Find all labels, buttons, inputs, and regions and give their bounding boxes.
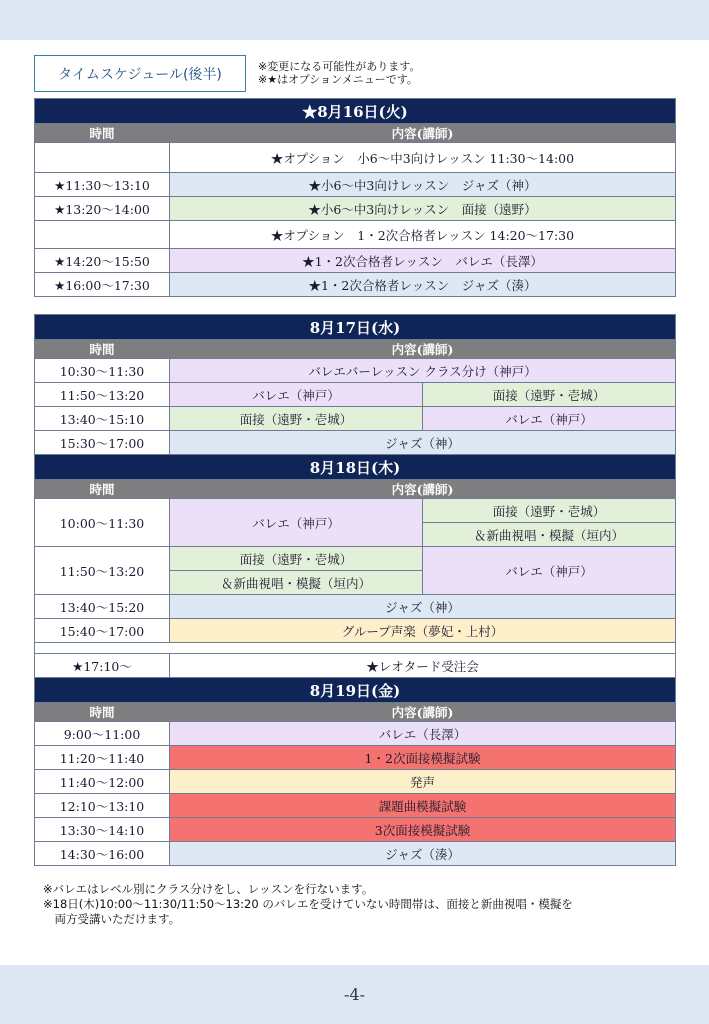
time-cell: 11:20〜11:40 [35, 746, 170, 770]
time-cell [35, 221, 170, 249]
table-row [35, 595, 676, 619]
time-cell: ★16:00〜17:30 [35, 273, 170, 297]
time-cell: 11:50〜13:20 [35, 383, 170, 407]
day-title-aug16: ★8月16日(火) [35, 99, 676, 124]
content-cell: ジャズ（神） [170, 595, 676, 619]
footnote-ballet: ※バレエはレベル別にクラス分けをし、レッスンを行ないます。 [43, 882, 374, 896]
content-cell: 面接（遠野・壱城） [170, 547, 423, 571]
col-content-header: 内容(講師) [170, 124, 676, 143]
col-content-header: 内容(講師) [170, 703, 676, 722]
table-row [35, 499, 676, 523]
content-cell: ジャズ（湊） [170, 842, 676, 866]
content-cell: 面接（遠野・壱城） [423, 383, 676, 407]
day-title-aug18: 8月18日(木) [35, 455, 676, 480]
content-cell: ★オプション 小6〜中3向けレッスン 11:30〜14:00 [170, 143, 676, 173]
time-cell: ★13:20〜14:00 [35, 197, 170, 221]
time-cell: ★11:30〜13:10 [35, 173, 170, 197]
note-option: ※★はオプションメニューです。 [258, 73, 418, 86]
content-cell: バレエ（神戸） [423, 407, 676, 431]
content-cell: バレエバーレッスン クラス分け（神戸） [170, 359, 676, 383]
table-row [35, 431, 676, 455]
content-cell: ★小6〜中3向けレッスン 面接（遠野） [170, 197, 676, 221]
content-cell: 面接（遠野・壱城） [170, 407, 423, 431]
footnote-aug18-cont: 両方受講いただけます。 [43, 912, 181, 926]
time-cell: 10:30〜11:30 [35, 359, 170, 383]
content-cell: 発声 [170, 770, 676, 794]
time-cell: 15:30〜17:00 [35, 431, 170, 455]
table-row [35, 197, 676, 221]
content-cell: ★1・2次合格者レッスン バレエ（長澤） [170, 249, 676, 273]
table-row [35, 249, 676, 273]
schedule-title: タイムスケジュール(後半) [34, 55, 246, 92]
table-row [35, 746, 676, 770]
top-band [0, 0, 709, 40]
content-cell: ★1・2次合格者レッスン ジャズ（湊） [170, 273, 676, 297]
time-cell: 13:30〜14:10 [35, 818, 170, 842]
content-cell: バレエ（神戸） [170, 499, 423, 547]
table-row [35, 383, 676, 407]
time-cell: 14:30〜16:00 [35, 842, 170, 866]
footnote-aug18: ※18日(木)10:00〜11:30/11:50〜13:20 のバレエを受けていない時間帯は、面接と新曲視唱・模擬を [43, 897, 573, 911]
table-row [35, 547, 676, 571]
content-cell: 1・2次面接模擬試験 [170, 746, 676, 770]
schedule-table-aug17-19 [34, 314, 676, 866]
time-cell: 15:40〜17:00 [35, 619, 170, 643]
table-row [35, 221, 676, 249]
table-row [35, 143, 676, 173]
col-content-header: 内容(講師) [170, 480, 676, 499]
content-cell: ＆新曲視唱・模擬（垣内） [170, 571, 423, 595]
time-cell [35, 143, 170, 173]
content-cell: ★小6〜中3向けレッスン ジャズ（神） [170, 173, 676, 197]
content-cell: ★オプション 1・2次合格者レッスン 14:20〜17:30 [170, 221, 676, 249]
time-cell: 12:10〜13:10 [35, 794, 170, 818]
spacer-row [35, 643, 676, 654]
time-cell: ★14:20〜15:50 [35, 249, 170, 273]
table-row [35, 722, 676, 746]
content-cell: ジャズ（神） [170, 431, 676, 455]
table-row [35, 359, 676, 383]
content-cell: 課題曲模擬試験 [170, 794, 676, 818]
content-cell: グループ声楽（夢妃・上村） [170, 619, 676, 643]
table-row [35, 654, 676, 678]
day-title-aug19: 8月19日(金) [35, 678, 676, 703]
time-cell: ★17:10〜 [35, 654, 170, 678]
content-cell: バレエ（神戸） [170, 383, 423, 407]
content-cell: ★レオタード受注会 [170, 654, 676, 678]
note-change: ※変更になる可能性があります。 [258, 60, 421, 73]
col-time-header: 時間 [35, 124, 170, 143]
col-content-header: 内容(講師) [170, 340, 676, 359]
schedule-table-aug16 [34, 98, 676, 297]
content-cell: ＆新曲視唱・模擬（垣内） [423, 523, 676, 547]
table-row [35, 407, 676, 431]
time-cell: 13:40〜15:20 [35, 595, 170, 619]
time-cell: 9:00〜11:00 [35, 722, 170, 746]
footnotes [43, 882, 573, 927]
time-cell: 11:40〜12:00 [35, 770, 170, 794]
content-cell: 面接（遠野・壱城） [423, 499, 676, 523]
table-row [35, 173, 676, 197]
table-row [35, 770, 676, 794]
day-title-aug17: 8月17日(水) [35, 315, 676, 340]
table-row [35, 619, 676, 643]
notes [258, 60, 420, 86]
table-row [35, 273, 676, 297]
time-cell: 13:40〜15:10 [35, 407, 170, 431]
col-time-header: 時間 [35, 703, 170, 722]
time-cell: 11:50〜13:20 [35, 547, 170, 595]
content-cell: バレエ（長澤） [170, 722, 676, 746]
time-cell: 10:00〜11:30 [35, 499, 170, 547]
content-cell: 3次面接模擬試験 [170, 818, 676, 842]
col-time-header: 時間 [35, 480, 170, 499]
content-cell: バレエ（神戸） [423, 547, 676, 595]
col-time-header: 時間 [35, 340, 170, 359]
table-row [35, 842, 676, 866]
table-row [35, 794, 676, 818]
table-row [35, 818, 676, 842]
page-number: -4- [344, 985, 365, 1004]
